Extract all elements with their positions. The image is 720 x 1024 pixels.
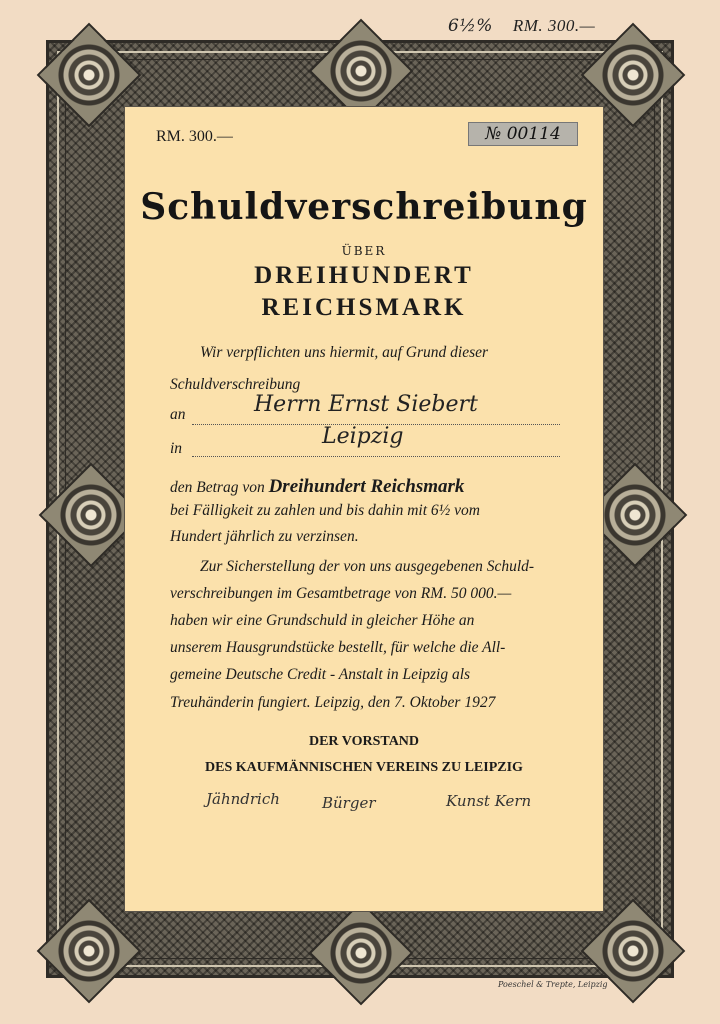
para2-line-4: unserem Hausgrundstücke bestellt, für welche die All- [170, 639, 506, 656]
betrag-line [170, 476, 464, 498]
para2-line-6: Treuhänderin fungiert. Leipzig, den 7. Oktober 1927 [170, 694, 496, 711]
issuer-line-2: DES KAUFMÄNNISCHEN VEREINS ZU LEIPZIG [205, 760, 523, 775]
para2-line-5: gemeine Deutsche Credit - Anstalt in Leipzig als [170, 666, 471, 683]
recipient-city: Leipzig [322, 424, 404, 449]
text-line-5: bei Fälligkeit zu zahlen und bis dahin mit 6½ vom [170, 502, 480, 519]
amount-words-1: DREIHUNDERT [254, 262, 474, 289]
in-label: in [170, 440, 183, 457]
signature-1: Jähndrich [206, 790, 280, 808]
stub-header [448, 16, 595, 36]
in-dotline [192, 456, 560, 457]
text-line-6: Hundert jährlich zu verzinsen. [170, 528, 359, 545]
recipient-name: Herrn Ernst Siebert [254, 392, 478, 417]
an-label: an [170, 406, 186, 423]
issuer-line-1: DER VORSTAND [308, 734, 420, 749]
amount-label: RM. 300.— [156, 128, 233, 145]
signature-2: Bürger [322, 794, 376, 812]
signature-3: Kunst Kern [446, 792, 532, 810]
certificate-title: Schuldverschreibung [140, 186, 588, 228]
certificate-number: № 00114 [468, 122, 578, 146]
stub-amount: RM. 300.— [512, 16, 596, 35]
para2-line-2: verschreibungen im Gesamtbetrage von RM. 50 000.— [170, 585, 512, 602]
text-line-2: Schuldverschreibung [170, 376, 301, 393]
betrag-value: Dreihundert Reichsmark [268, 476, 465, 497]
text-line-1: Wir verpflichten uns hiermit, auf Grund dieser [200, 344, 489, 361]
stub-rate: 6½% [448, 16, 493, 36]
para2-line-3: haben wir eine Grundschuld in gleicher Höhe an [170, 612, 475, 629]
betrag-prefix: den Betrag von [170, 479, 265, 496]
amount-words-2: REICHSMARK [261, 294, 467, 321]
ueber-label: ÜBER [341, 244, 387, 258]
para2-line-1: Zur Sicherstellung der von uns ausgegebenen Schuld- [200, 558, 535, 575]
printer-credit: Poeschel & Trepte, Leipzig [498, 980, 608, 989]
